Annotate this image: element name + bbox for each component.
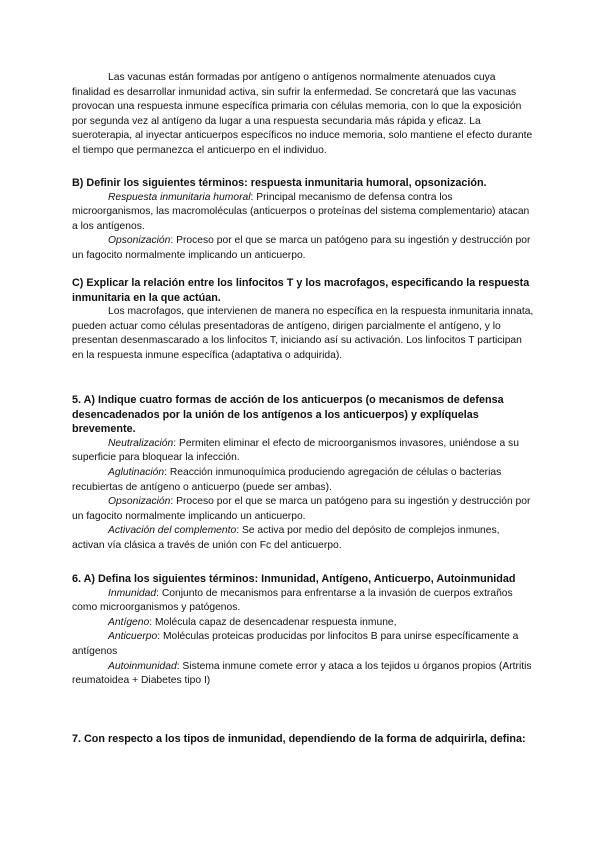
definition-text: : Proceso por el que se marca un patógeno para su ingestión y destrucción por un fagocito normalmente implicando un anticuerpo. xyxy=(72,496,531,522)
definition-term: Anticuerpo xyxy=(108,631,158,643)
definition-text: : Reacción inmunoquímica produciendo agregación de células o bacterias recubiertas de antígeno o anticuerpo (puede ser ambas). xyxy=(72,466,502,493)
definition-text: : Moléculas proteicas producidas por linfocitos B para unirse específicamente a antígenos xyxy=(72,631,519,657)
definition-text: : Sistema inmune comete error y ataca a los tejidos u órganos propios (Artritis reumatoidea + Diabetes tipo I) xyxy=(72,660,532,687)
intro-paragraph: Las vacunas están formadas por antígeno o antígenos normalmente atenuados cuya finalidad es desarrollar inmunidad activa, sin sufrir la enfermedad. Se concretará que las vacunas provocan una respuesta inmune específica primaria con células memoria, con lo que la exposición por segunda vez al antígeno da lugar a una respuesta secundaria más rápida y eficaz. La sueroterapia, al inyectar anticuerpos específicos no induce memoria, solo mantiene el efecto durante el tiempo que permanezca el anticuerpo en el individuo. xyxy=(72,72,533,156)
definition-text: : Permiten eliminar el efecto de microorganismos invasores, uniéndose a su superficie para bloquear la infección. xyxy=(72,437,519,464)
section-b xyxy=(72,176,534,264)
definition-term: Respuesta inmunitaria humoral xyxy=(108,191,251,203)
definition-term: Neutralización xyxy=(108,437,174,449)
definition-text: : Principal mecanismo de defensa contra los microorganismos, las macromoléculas (anticuerpos o proteínas del sistema complementario) atacan a los antígenos. xyxy=(72,191,530,232)
definition-item xyxy=(72,524,534,553)
section-6-heading: 6. A) Defina los siguientes términos: Inmunidad, Antígeno, Anticuerpo, Autoinmunidad xyxy=(72,573,516,585)
definition-item xyxy=(72,466,534,495)
intro-block xyxy=(72,71,534,159)
section-6 xyxy=(72,572,534,689)
definition-term: Inmunidad xyxy=(108,587,157,599)
section-7-heading: 7. Con respecto a los tipos de inmunidad, dependiendo de la forma de adquirirla, defina: xyxy=(72,733,526,745)
section-b-heading: B) Definir los siguientes términos: respuesta inmunitaria humoral, opsonización. xyxy=(72,177,487,189)
definition-term: Activación del complemento xyxy=(108,525,237,537)
definition-text: : Se activa por medio del depósito de complejos inmunes, activan vía clásica a través de unión con Fc del anticuerpo. xyxy=(72,525,500,551)
definition-text: : Molécula capaz de desencadenar respuesta inmune, xyxy=(149,616,397,628)
definition-term: Autoinmunidad xyxy=(108,660,177,672)
definition-item xyxy=(72,630,534,659)
section-c-body: Los macrofagos, que intervienen de manera no específica en la respuesta inmunitaria innata, pueden actuar como células presentadoras de antígeno, dirigen parcialmente el antígeno, y lo presentan desenmascarado a los linfocitos T, iniciando así su activación. Los linfocitos T participan en la respuesta inmune específica (adaptativa o adquirida). xyxy=(72,306,534,361)
section-5 xyxy=(72,393,534,554)
definition-item xyxy=(72,660,534,689)
section-c xyxy=(72,276,534,364)
definition-item xyxy=(72,191,534,235)
definition-term: Opsonización xyxy=(108,496,171,508)
definition-item xyxy=(72,616,534,631)
definition-item xyxy=(72,587,534,616)
definition-term: Opsonización xyxy=(108,235,171,247)
definition-item xyxy=(72,495,534,524)
definition-term: Antígeno xyxy=(108,616,150,628)
definition-text: : Proceso por el que se marca un patógeno para su ingestión y destrucción por un fagocito normalmente implicando un anticuerpo. xyxy=(72,235,531,261)
definition-item xyxy=(72,234,534,263)
section-7 xyxy=(72,732,534,747)
section-5-heading: 5. A) Indique cuatro formas de acción de los anticuerpos (o mecanismos de defensa desencadenados por la unión de los antígenos a los anticuerpos) y explíquelas brevemente. xyxy=(72,394,504,436)
definition-item xyxy=(72,437,534,466)
section-c-heading: C) Explicar la relación entre los linfocitos T y los macrofagos, especificando la respuesta inmunitaria en la que actúan. xyxy=(72,277,530,304)
definition-text: : Conjunto de mecanismos para enfrentarse a la invasión de cuerpos extraños como microorganismos y patógenos. xyxy=(72,587,513,614)
definition-term: Aglutinación xyxy=(108,466,165,478)
